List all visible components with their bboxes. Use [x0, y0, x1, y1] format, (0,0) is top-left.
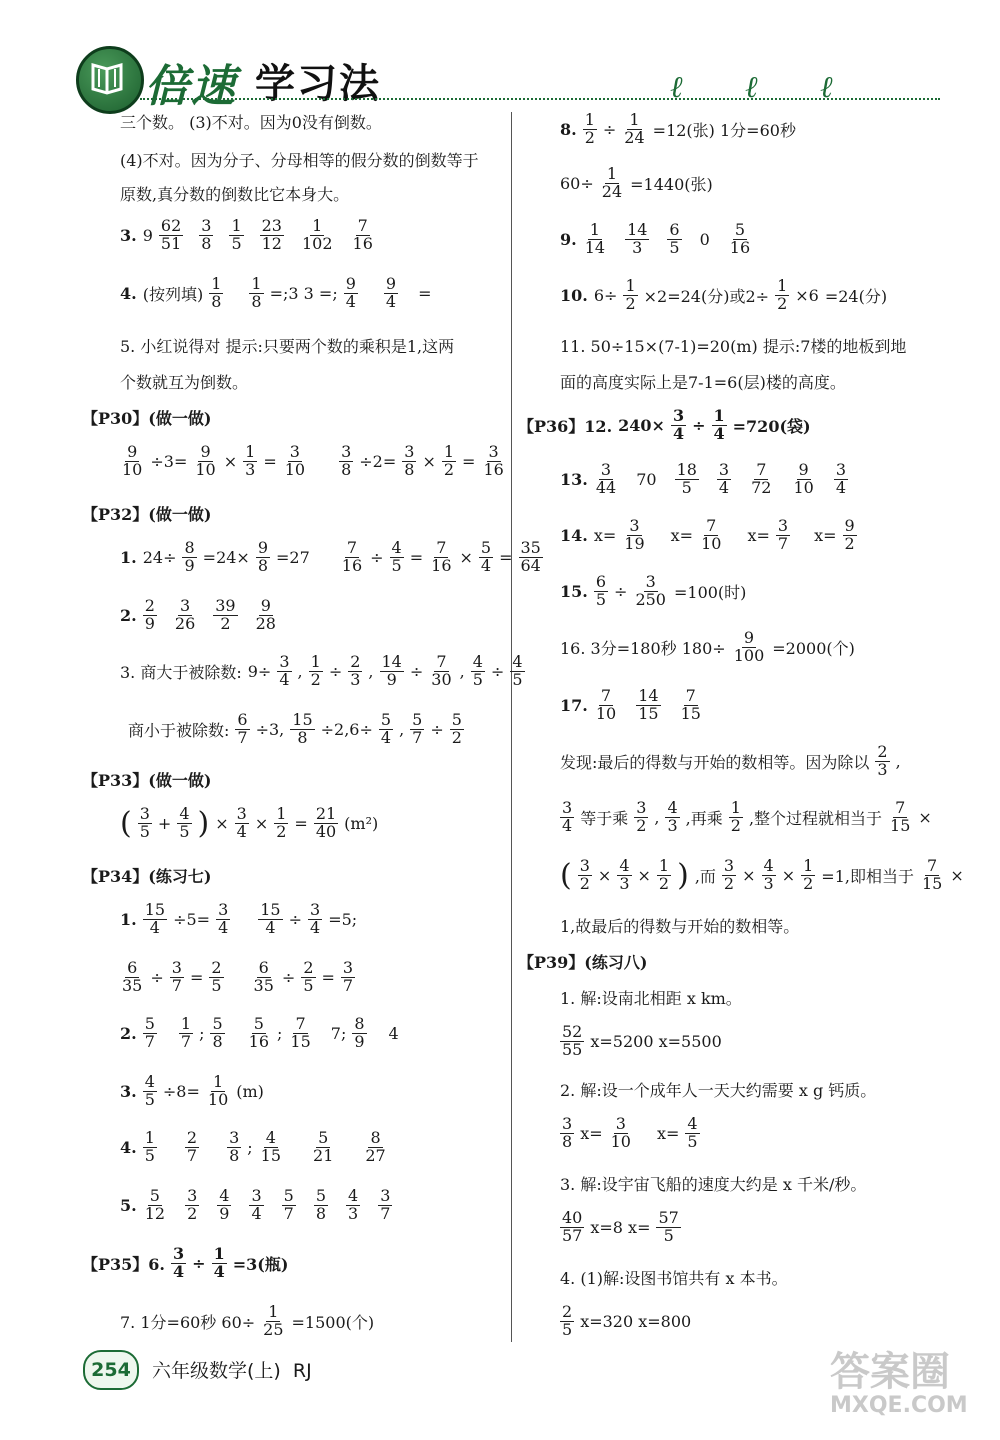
equation: 3. $\frac{4}{5}$ ÷8= $\frac{1}{10}$ (m): [120, 1072, 264, 1109]
answer-3: [120, 218, 375, 253]
equation: 3. 商大于被除数: 9÷ $\frac{3}{4}$ , $\frac{1}{2}$ ÷ $\frac{2}{3}$ , $\frac{14}{9}$ ÷ $\frac{7}{30}$ , $\frac{4}{5}$ ÷ $\frac{4}{5}$: [120, 652, 523, 689]
equation: 【P36】12. 240× $\frac{3}{4}$ ÷ $\frac{1}{4}$ =720(袋): [518, 406, 811, 443]
fraction: $\frac{1}{8}$: [211, 274, 222, 311]
header-subtitle: 学习法: [255, 61, 381, 107]
equation: 2. $\frac{5}{7}$ $\frac{1}{7}$ ; $\frac{5}{8}$ $\frac{5}{16}$ ; $\frac{7}{15}$ 7; $\frac{8}{9}$ 4: [120, 1014, 399, 1051]
equation: ( $\frac{3}{5}$ + $\frac{4}{5}$ ) × $\frac{3}{4}$ × $\frac{1}{2}$ = $\frac{21}{40}$ (m²): [120, 804, 379, 841]
equation: $\frac{40}{57}$ x=8 x= $\frac{57}{5}$: [562, 1208, 679, 1245]
equation: 8. $\frac{1}{2}$ ÷ $\frac{1}{24}$ =12(张) 1分=60秒: [560, 110, 796, 147]
equation: 4. $\frac{1}{5}$ $\frac{2}{7}$ $\frac{3}{8}$ ; $\frac{4}{15}$ $\frac{5}{21}$ $\frac{8}{27}$: [120, 1128, 386, 1165]
text: =;3 3 =;: [269, 283, 338, 303]
watermark: 答案圈 MXQE.COM: [830, 1349, 968, 1418]
question-number: 3.: [120, 225, 137, 245]
text: (按列填): [142, 284, 204, 304]
fraction: $\frac{1}{5}$: [231, 216, 242, 253]
text-line: 11. 50÷15×(7-1)=20(m) 提示:7楼的地板到地: [560, 337, 907, 356]
equation: 17. $\frac{7}{10}$ $\frac{14}{15}$ $\frac{7}{15}$: [560, 686, 701, 723]
equation: 1. 24÷ $\frac{8}{9}$ =24× $\frac{9}{8}$ =27 $\frac{7}{16}$ ÷ $\frac{4}{5}$ = $\frac{7}{16}$ × $\frac{5}{4}$ = $\frac{35}{64}$: [120, 538, 541, 575]
fraction: $\frac{62}{51}$: [160, 216, 182, 253]
section-heading: 【P39】(练习八): [518, 953, 648, 972]
fraction: $\frac{3}{8}$: [201, 216, 212, 253]
section-heading: 【P33】(做一做): [82, 771, 212, 790]
equation: 16. 3分=180秒 180÷ $\frac{9}{100}$ =2000(个): [560, 628, 855, 665]
fraction: $\frac{7}{16}$: [352, 216, 373, 253]
fraction: $\frac{9}{4}$: [385, 274, 397, 311]
equation: $\frac{3}{4}$ 等于乘 $\frac{3}{2}$ , $\frac{4}{3}$ ,再乘 $\frac{1}{2}$ ,整个过程就相当于 $\frac{7}{15}$ ×: [562, 798, 932, 835]
text-line: 原数,真分数的倒数比它本身大。: [120, 185, 350, 204]
text-line: (4)不对。因为分子、分母相等的假分数的倒数等于: [120, 151, 479, 170]
equation: $\frac{2}{5}$ x=320 x=800: [562, 1302, 692, 1339]
fraction-list: [159, 218, 375, 253]
section-heading: 【P32】(做一做): [82, 505, 212, 524]
equation: $\frac{9}{10}$ ÷3= $\frac{9}{10}$ × $\frac{1}{3}$ = $\frac{3}{10}$ $\frac{3}{8}$ ÷2= $\frac{3}{8}$ × $\frac{1}{2}$ = $\frac{3}{16}$: [122, 442, 504, 479]
text-line: 个数就互为倒数。: [120, 373, 249, 392]
equation: 15. $\frac{6}{5}$ ÷ $\frac{3}{250}$ =100(时): [560, 572, 747, 609]
text-line: 1,故最后的得数与开始的数相等。: [560, 917, 800, 936]
text-line: 3. 解:设宇宙飞船的速度大约是 x 千米/秒。: [560, 1175, 867, 1194]
equation: 【P35】6. $\frac{3}{4}$ ÷ $\frac{1}{4}$ =3(瓶): [82, 1244, 289, 1281]
equation: 发现:最后的得数与开始的数相等。因为除以 $\frac{2}{3}$ ,: [560, 742, 901, 779]
value: 9: [142, 225, 153, 245]
page-number: 254: [83, 1350, 139, 1390]
column-divider: [511, 112, 512, 1342]
equation: 1. $\frac{15}{4}$ ÷5= $\frac{3}{4}$ $\frac{15}{4}$ ÷ $\frac{3}{4}$ =5;: [120, 900, 358, 937]
equation: 5. $\frac{5}{12}$ $\frac{3}{2}$ $\frac{4}{9}$ $\frac{3}{4}$ $\frac{5}{7}$ $\frac{5}{8}$ $\frac{4}{3}$ $\frac{3}{7}$: [120, 1186, 391, 1223]
fraction: $\frac{1}{8}$: [251, 274, 262, 311]
equation: 10. 6÷ $\frac{1}{2}$ ×2=24(分)或2÷ $\frac{1}{2}$ ×6 =24(分): [560, 276, 888, 313]
equation: $\frac{3}{8}$ x= $\frac{3}{10}$ x= $\frac{4}{5}$: [562, 1114, 698, 1151]
question-number: 4.: [120, 283, 137, 303]
text-line: 面的高度实际上是7-1=6(层)楼的高度。: [560, 373, 846, 392]
equation: 9. $\frac{1}{14}$ $\frac{14}{3}$ $\frac{6}{5}$ 0 $\frac{5}{16}$: [560, 220, 751, 257]
equation: 14. x= $\frac{3}{19}$ x= $\frac{7}{10}$ x= $\frac{3}{7}$ x= $\frac{9}{2}$: [560, 516, 855, 553]
book-logo: [76, 46, 144, 114]
header-title: 倍速: [145, 61, 237, 112]
swirl-icon: ℓ: [670, 70, 683, 105]
equation: 60÷ $\frac{1}{24}$ =1440(张): [560, 164, 713, 201]
text-line: 2. 解:设一个成年人一天大约需要 x g 钙质。: [560, 1081, 877, 1100]
equation: ( $\frac{3}{2}$ × $\frac{4}{3}$ × $\frac{1}{2}$ ) ,而 $\frac{3}{2}$ × $\frac{4}{3}$ × $\frac{1}{2}$ =1,即相当于 $\frac{7}{15}$ ×: [560, 856, 964, 893]
text-line: 4. (1)解:设图书馆共有 x 本书。: [560, 1269, 788, 1288]
section-heading: 【P30】(做一做): [82, 409, 212, 428]
equation: 商小于被除数: $\frac{6}{7}$ ÷3, $\frac{15}{8}$ ÷2,6÷ $\frac{5}{4}$ , $\frac{5}{7}$ ÷ $\frac{5}{2}$: [128, 710, 462, 747]
equation: $\frac{6}{35}$ ÷ $\frac{3}{7}$ = $\frac{2}{5}$ $\frac{6}{35}$ ÷ $\frac{2}{5}$ = $\frac{3}{7}$: [122, 958, 354, 995]
equation: 13. $\frac{3}{44}$ 70 $\frac{18}{5}$ $\frac{3}{4}$ $\frac{7}{72}$ $\frac{9}{10}$ $\frac{3}{4}$: [560, 460, 847, 497]
book-icon: [79, 49, 135, 105]
fraction: $\frac{9}{4}$: [345, 274, 356, 311]
book-title: 六年级数学(上) RJ: [152, 1360, 312, 1382]
answer-4: [120, 276, 431, 311]
swirl-icon: ℓ: [820, 70, 833, 105]
equation: $\frac{52}{55}$ x=5200 x=5500: [562, 1022, 722, 1059]
fraction: $\frac{23}{12}$: [261, 216, 282, 253]
swirl-icon: ℓ: [745, 70, 758, 105]
equation: 7. 1分=60秒 60÷ $\frac{1}{25}$ =1500(个): [120, 1302, 375, 1339]
text: =: [418, 283, 432, 303]
fraction: $\frac{1}{102}$: [301, 216, 333, 253]
section-heading: 【P34】(练习七): [82, 867, 212, 886]
text-line: 5. 小红说得对 提示:只要两个数的乘积是1,这两: [120, 337, 455, 356]
text-line: 1. 解:设南北相距 x km。: [560, 989, 742, 1008]
text-line: 三个数。 (3)不对。因为0没有倒数。: [120, 113, 382, 132]
equation: 2. $\frac{2}{9}$ $\frac{3}{26}$ $\frac{39}{2}$ $\frac{9}{28}$: [120, 596, 276, 633]
